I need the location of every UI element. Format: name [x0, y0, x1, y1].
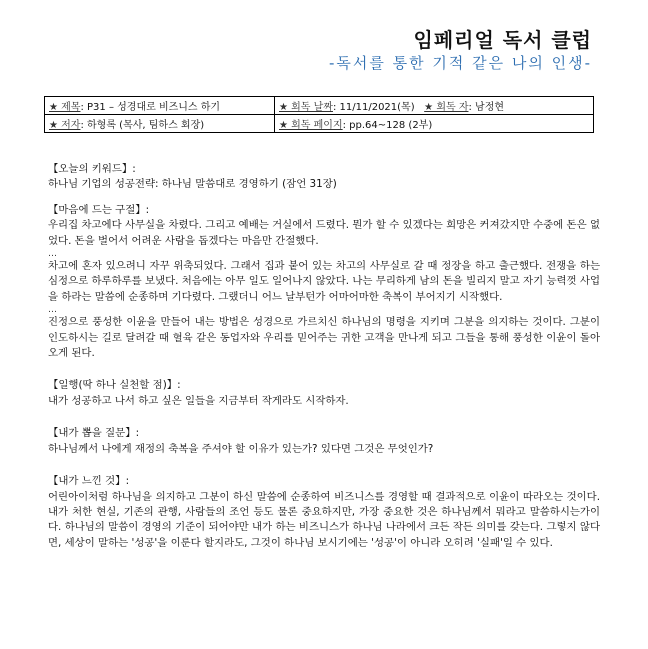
phrase-paragraph: 차고에 혼자 있으려니 자꾸 위축되었다. 그래서 집과 붙어 있는 차고의 사무실로 갈 때 정장을 하고 출근했다. 전쟁을 하는 심정으로 하루하루를 보냈다. 처음에는 아무 일도 일어나지 않았다. 나는 무리하게 남의 돈을 빌리지 말고 자기 능력껏 사업을 하라는 말씀에 순종하며 기다렸다. 그랬더니 어느 날부턴가 어마어마한 축복이 부어지기 시작했다.: [48, 260, 600, 303]
date-value: : 11/11/2021(목): [332, 102, 415, 113]
feel-heading: 【내가 느낀 것】:: [48, 475, 130, 488]
feel-text: 어린아이처럼 하나님을 의지하고 그분이 하신 말씀에 순종하여 비즈니스를 경영할 때 결과적으로 이윤이 따라오는 것이다. 내가 처한 현실, 기존의 관행, 사람들의 조언 등도 물론 중요하지만, 가장 중요한 것은 하나님께서 뭐라고 말씀하시는가이다. 하나님의 말씀이 경영의 기준이 되어야만 내가 하는 비즈니스가 하나님 나라에서 크든 작든 의미를 갖는다. 그렇지 않다면, 세상이 말하는 '성공'을 이룬다 할지라도, 그것이 하나님 보시기에는 '성공'이 아니라 오히려 '실패'일 수 있다.: [48, 490, 600, 549]
question-text: 하나님께서 나에게 재정의 축복을 주셔야 할 이유가 있는가? 있다면 그것은 무엇인가?: [48, 442, 434, 455]
ellipsis: …: [48, 305, 57, 316]
reading-notes: [48, 162, 600, 551]
info-row: [45, 97, 594, 115]
pages-cell: [275, 115, 594, 133]
phrase-paragraph: 진정으로 풍성한 이윤을 만들어 내는 방법은 성경으로 가르치신 하나님의 명령을 지키며 그분을 의지하는 것이다. 그분이 인도하시는 길로 달려갈 때 혈육 같은 동업자와 우리를 믿어주는 귀한 고객을 만나게 되고 그들을 통해 풍성한 이윤이 돌아오게 된다.: [48, 316, 600, 360]
book-value: : P31 – 성경대로 비즈니스 하기: [80, 102, 221, 113]
keyword-text: 하나님 기업의 성공전략: 하나님 말씀대로 경영하기 (잠언 31장): [48, 178, 337, 191]
info-row: [45, 115, 594, 133]
phrase-paragraph: 우리집 차고에다 사무실을 차렸다. 그리고 예배는 거실에서 드렸다. 뭔가 할 수 있겠다는 희망은 커져갔지만 수중에 돈은 없었다. 돈을 벌어서 어려운 사람을 돕겠다는 마음만 간절했다.: [48, 219, 600, 247]
date-label: ★ 회독 날짜: [279, 102, 333, 113]
pages-value: : pp.64~128 (2부): [342, 120, 433, 131]
book-label: ★ 제목: [49, 102, 81, 113]
action-text: 내가 성공하고 나서 하고 싶은 일들을 지금부터 작게라도 시작하자.: [48, 394, 349, 407]
keyword-heading: 【오늘의 키워드】:: [48, 163, 136, 175]
author-value: : 하형록 (목사, 팀하스 회장): [80, 120, 205, 131]
page-title: 임페리얼 독서 클럽: [413, 28, 592, 52]
phrase-heading: 【마음에 드는 구절】:: [48, 203, 150, 216]
leader-value: : 남정현: [468, 102, 505, 113]
ellipsis: …: [48, 249, 57, 260]
date-cell: [275, 97, 594, 115]
action-heading: 【일행(딱 하나 실천할 점)】:: [48, 379, 181, 392]
info-table: [44, 96, 594, 133]
question-heading: 【내가 뽑을 질문】:: [48, 427, 140, 440]
page-subtitle: -독서를 통한 기적 같은 나의 인생-: [328, 54, 592, 72]
book-cell: [45, 97, 275, 115]
author-label: ★ 저자: [49, 120, 81, 131]
pages-label: ★ 회독 페이지: [279, 120, 343, 131]
leader-label: ★ 회독 자: [424, 102, 469, 113]
author-cell: [45, 115, 275, 133]
